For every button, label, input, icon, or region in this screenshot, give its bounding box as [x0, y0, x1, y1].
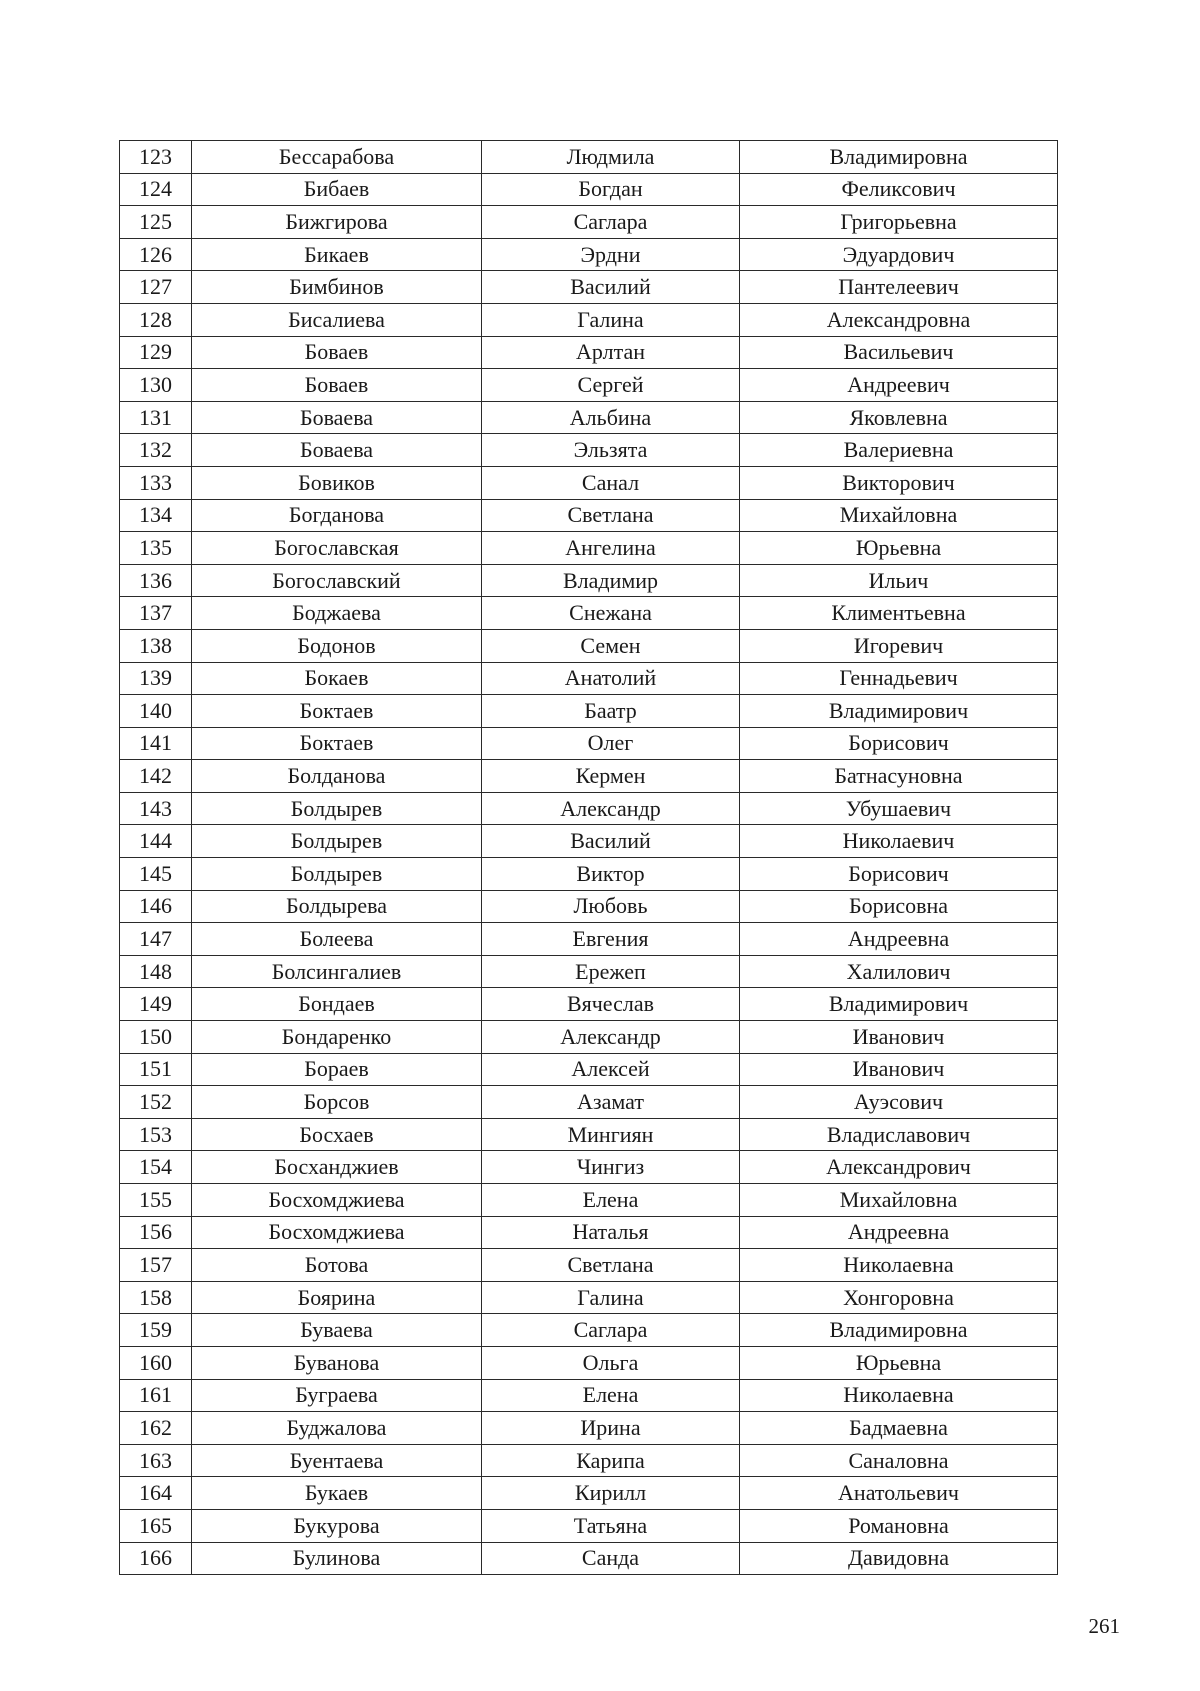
row-number-cell: 126: [120, 238, 192, 271]
row-number-cell: 149: [120, 988, 192, 1021]
table-row: [120, 271, 1058, 304]
row-number-cell: 131: [120, 401, 192, 434]
table-row: [120, 1053, 1058, 1086]
row-number-cell: 123: [120, 141, 192, 174]
last-name-cell: Болсингалиев: [192, 955, 482, 988]
first-name-cell: Сергей: [482, 369, 740, 402]
row-number-cell: 136: [120, 564, 192, 597]
patronymic-cell: Борисовна: [740, 890, 1058, 923]
table-row: [120, 1151, 1058, 1184]
row-number-cell: 144: [120, 825, 192, 858]
table-row: [120, 1021, 1058, 1054]
first-name-cell: Эльзята: [482, 434, 740, 467]
row-number-cell: 152: [120, 1086, 192, 1119]
table-row: [120, 825, 1058, 858]
first-name-cell: Ольга: [482, 1346, 740, 1379]
first-name-cell: Арлтан: [482, 336, 740, 369]
first-name-cell: Владимир: [482, 564, 740, 597]
patronymic-cell: Игоревич: [740, 629, 1058, 662]
last-name-cell: Босхомджиева: [192, 1216, 482, 1249]
row-number-cell: 164: [120, 1477, 192, 1510]
table-row: [120, 1249, 1058, 1282]
last-name-cell: Бодонов: [192, 629, 482, 662]
patronymic-cell: Владимирович: [740, 988, 1058, 1021]
patronymic-cell: Халилович: [740, 955, 1058, 988]
row-number-cell: 161: [120, 1379, 192, 1412]
first-name-cell: Елена: [482, 1379, 740, 1412]
patronymic-cell: Давидовна: [740, 1542, 1058, 1575]
last-name-cell: Букаев: [192, 1477, 482, 1510]
last-name-cell: Боктаев: [192, 727, 482, 760]
table-row: [120, 955, 1058, 988]
last-name-cell: Болдырева: [192, 890, 482, 923]
last-name-cell: Борсов: [192, 1086, 482, 1119]
first-name-cell: Олег: [482, 727, 740, 760]
patronymic-cell: Иванович: [740, 1053, 1058, 1086]
first-name-cell: Альбина: [482, 401, 740, 434]
last-name-cell: Бораев: [192, 1053, 482, 1086]
patronymic-cell: Владимировна: [740, 1314, 1058, 1347]
last-name-cell: Босхомджиева: [192, 1184, 482, 1217]
first-name-cell: Галина: [482, 1281, 740, 1314]
table-row: [120, 662, 1058, 695]
patronymic-cell: Убушаевич: [740, 792, 1058, 825]
last-name-cell: Бондаев: [192, 988, 482, 1021]
patronymic-cell: Михайловна: [740, 1184, 1058, 1217]
last-name-cell: Богославская: [192, 532, 482, 565]
last-name-cell: Боваева: [192, 401, 482, 434]
last-name-cell: Боваев: [192, 336, 482, 369]
table-row: [120, 1412, 1058, 1445]
row-number-cell: 134: [120, 499, 192, 532]
row-number-cell: 125: [120, 206, 192, 239]
first-name-cell: Наталья: [482, 1216, 740, 1249]
table-row: [120, 238, 1058, 271]
row-number-cell: 157: [120, 1249, 192, 1282]
row-number-cell: 135: [120, 532, 192, 565]
first-name-cell: Елена: [482, 1184, 740, 1217]
table-row: [120, 792, 1058, 825]
first-name-cell: Александр: [482, 792, 740, 825]
patronymic-cell: Андреевич: [740, 369, 1058, 402]
first-name-cell: Эрдни: [482, 238, 740, 271]
first-name-cell: Любовь: [482, 890, 740, 923]
first-name-cell: Азамат: [482, 1086, 740, 1119]
first-name-cell: Мингиян: [482, 1118, 740, 1151]
row-number-cell: 151: [120, 1053, 192, 1086]
row-number-cell: 159: [120, 1314, 192, 1347]
first-name-cell: Виктор: [482, 858, 740, 891]
patronymic-cell: Васильевич: [740, 336, 1058, 369]
last-name-cell: Буентаева: [192, 1444, 482, 1477]
last-name-cell: Ботова: [192, 1249, 482, 1282]
table-row: [120, 629, 1058, 662]
table-row: [120, 564, 1058, 597]
patronymic-cell: Андреевна: [740, 923, 1058, 956]
patronymic-cell: Владиславович: [740, 1118, 1058, 1151]
row-number-cell: 139: [120, 662, 192, 695]
last-name-cell: Булинова: [192, 1542, 482, 1575]
table-row: [120, 1216, 1058, 1249]
patronymic-cell: Климентьевна: [740, 597, 1058, 630]
patronymic-cell: Андреевна: [740, 1216, 1058, 1249]
row-number-cell: 132: [120, 434, 192, 467]
patronymic-cell: Юрьевна: [740, 1346, 1058, 1379]
last-name-cell: Бовиков: [192, 466, 482, 499]
last-name-cell: Буванова: [192, 1346, 482, 1379]
table-row: [120, 369, 1058, 402]
row-number-cell: 165: [120, 1509, 192, 1542]
table-row: [120, 923, 1058, 956]
table-row: [120, 434, 1058, 467]
row-number-cell: 140: [120, 695, 192, 728]
last-name-cell: Бикаев: [192, 238, 482, 271]
patronymic-cell: Бадмаевна: [740, 1412, 1058, 1445]
last-name-cell: Буваева: [192, 1314, 482, 1347]
last-name-cell: Болдырев: [192, 792, 482, 825]
table-row: [120, 597, 1058, 630]
patronymic-cell: Николаевич: [740, 825, 1058, 858]
patronymic-cell: Викторович: [740, 466, 1058, 499]
last-name-cell: Болдырев: [192, 825, 482, 858]
table-row: [120, 1118, 1058, 1151]
row-number-cell: 130: [120, 369, 192, 402]
first-name-cell: Чингиз: [482, 1151, 740, 1184]
patronymic-cell: Юрьевна: [740, 532, 1058, 565]
table-row: [120, 401, 1058, 434]
row-number-cell: 133: [120, 466, 192, 499]
first-name-cell: Александр: [482, 1021, 740, 1054]
last-name-cell: Боктаев: [192, 695, 482, 728]
table-row: [120, 1509, 1058, 1542]
patronymic-cell: Геннадьевич: [740, 662, 1058, 695]
last-name-cell: Болданова: [192, 760, 482, 793]
table-row: [120, 727, 1058, 760]
first-name-cell: Саглара: [482, 1314, 740, 1347]
first-name-cell: Ирина: [482, 1412, 740, 1445]
row-number-cell: 150: [120, 1021, 192, 1054]
table-row: [120, 532, 1058, 565]
last-name-cell: Босхаев: [192, 1118, 482, 1151]
last-name-cell: Болеева: [192, 923, 482, 956]
row-number-cell: 147: [120, 923, 192, 956]
table-row: [120, 1346, 1058, 1379]
last-name-cell: Бижгирова: [192, 206, 482, 239]
patronymic-cell: Борисович: [740, 727, 1058, 760]
row-number-cell: 127: [120, 271, 192, 304]
first-name-cell: Ережеп: [482, 955, 740, 988]
row-number-cell: 141: [120, 727, 192, 760]
first-name-cell: Василий: [482, 825, 740, 858]
patronymic-cell: Григорьевна: [740, 206, 1058, 239]
patronymic-cell: Валериевна: [740, 434, 1058, 467]
table-row: [120, 336, 1058, 369]
patronymic-cell: Владимирович: [740, 695, 1058, 728]
first-name-cell: Кирилл: [482, 1477, 740, 1510]
table-row: [120, 303, 1058, 336]
patronymic-cell: Яковлевна: [740, 401, 1058, 434]
table-row: [120, 1542, 1058, 1575]
row-number-cell: 160: [120, 1346, 192, 1379]
row-number-cell: 162: [120, 1412, 192, 1445]
table-row: [120, 695, 1058, 728]
row-number-cell: 124: [120, 173, 192, 206]
last-name-cell: Бокаев: [192, 662, 482, 695]
last-name-cell: Босханджиев: [192, 1151, 482, 1184]
table-row: [120, 1086, 1058, 1119]
table-row: [120, 141, 1058, 174]
patronymic-cell: Владимировна: [740, 141, 1058, 174]
row-number-cell: 163: [120, 1444, 192, 1477]
last-name-cell: Богославский: [192, 564, 482, 597]
first-name-cell: Галина: [482, 303, 740, 336]
table-row: [120, 760, 1058, 793]
first-name-cell: Саглара: [482, 206, 740, 239]
patronymic-cell: Ильич: [740, 564, 1058, 597]
last-name-cell: Бессарабова: [192, 141, 482, 174]
patronymic-cell: Пантелеевич: [740, 271, 1058, 304]
first-name-cell: Анатолий: [482, 662, 740, 695]
table-row: [120, 988, 1058, 1021]
patronymic-cell: Борисович: [740, 858, 1058, 891]
table-row: [120, 1379, 1058, 1412]
row-number-cell: 137: [120, 597, 192, 630]
last-name-cell: Бисалиева: [192, 303, 482, 336]
names-table: [119, 140, 1058, 1575]
first-name-cell: Богдан: [482, 173, 740, 206]
table-row: [120, 890, 1058, 923]
patronymic-cell: Эдуардович: [740, 238, 1058, 271]
patronymic-cell: Николаевна: [740, 1249, 1058, 1282]
last-name-cell: Буграева: [192, 1379, 482, 1412]
row-number-cell: 166: [120, 1542, 192, 1575]
table-row: [120, 466, 1058, 499]
last-name-cell: Боваев: [192, 369, 482, 402]
first-name-cell: Евгения: [482, 923, 740, 956]
patronymic-cell: Александрович: [740, 1151, 1058, 1184]
row-number-cell: 138: [120, 629, 192, 662]
row-number-cell: 156: [120, 1216, 192, 1249]
table-row: [120, 1281, 1058, 1314]
patronymic-cell: Романовна: [740, 1509, 1058, 1542]
row-number-cell: 155: [120, 1184, 192, 1217]
patronymic-cell: Феликсович: [740, 173, 1058, 206]
patronymic-cell: Ауэсович: [740, 1086, 1058, 1119]
first-name-cell: Семен: [482, 629, 740, 662]
table-row: [120, 1477, 1058, 1510]
row-number-cell: 143: [120, 792, 192, 825]
patronymic-cell: Александровна: [740, 303, 1058, 336]
table-row: [120, 858, 1058, 891]
patronymic-cell: Михайловна: [740, 499, 1058, 532]
patronymic-cell: Батнасуновна: [740, 760, 1058, 793]
last-name-cell: Болдырев: [192, 858, 482, 891]
last-name-cell: Боваева: [192, 434, 482, 467]
row-number-cell: 153: [120, 1118, 192, 1151]
first-name-cell: Баатр: [482, 695, 740, 728]
table-row: [120, 1184, 1058, 1217]
last-name-cell: Бибаев: [192, 173, 482, 206]
row-number-cell: 158: [120, 1281, 192, 1314]
table-row: [120, 1444, 1058, 1477]
table-row: [120, 206, 1058, 239]
last-name-cell: Бимбинов: [192, 271, 482, 304]
patronymic-cell: Хонгоровна: [740, 1281, 1058, 1314]
first-name-cell: Карипа: [482, 1444, 740, 1477]
last-name-cell: Боярина: [192, 1281, 482, 1314]
table-row: [120, 173, 1058, 206]
last-name-cell: Боджаева: [192, 597, 482, 630]
patronymic-cell: Саналовна: [740, 1444, 1058, 1477]
names-table-body: [120, 141, 1058, 1575]
last-name-cell: Буджалова: [192, 1412, 482, 1445]
first-name-cell: Алексей: [482, 1053, 740, 1086]
first-name-cell: Вячеслав: [482, 988, 740, 1021]
row-number-cell: 142: [120, 760, 192, 793]
table-row: [120, 1314, 1058, 1347]
first-name-cell: Санда: [482, 1542, 740, 1575]
patronymic-cell: Иванович: [740, 1021, 1058, 1054]
last-name-cell: Букурова: [192, 1509, 482, 1542]
first-name-cell: Людмила: [482, 141, 740, 174]
row-number-cell: 129: [120, 336, 192, 369]
first-name-cell: Василий: [482, 271, 740, 304]
row-number-cell: 128: [120, 303, 192, 336]
first-name-cell: Светлана: [482, 1249, 740, 1282]
row-number-cell: 148: [120, 955, 192, 988]
row-number-cell: 154: [120, 1151, 192, 1184]
first-name-cell: Татьяна: [482, 1509, 740, 1542]
patronymic-cell: Анатольевич: [740, 1477, 1058, 1510]
row-number-cell: 146: [120, 890, 192, 923]
first-name-cell: Светлана: [482, 499, 740, 532]
first-name-cell: Кермен: [482, 760, 740, 793]
last-name-cell: Бондаренко: [192, 1021, 482, 1054]
page-number: 261: [1088, 1614, 1120, 1638]
first-name-cell: Снежана: [482, 597, 740, 630]
first-name-cell: Ангелина: [482, 532, 740, 565]
last-name-cell: Богданова: [192, 499, 482, 532]
patronymic-cell: Николаевна: [740, 1379, 1058, 1412]
table-row: [120, 499, 1058, 532]
first-name-cell: Санал: [482, 466, 740, 499]
row-number-cell: 145: [120, 858, 192, 891]
